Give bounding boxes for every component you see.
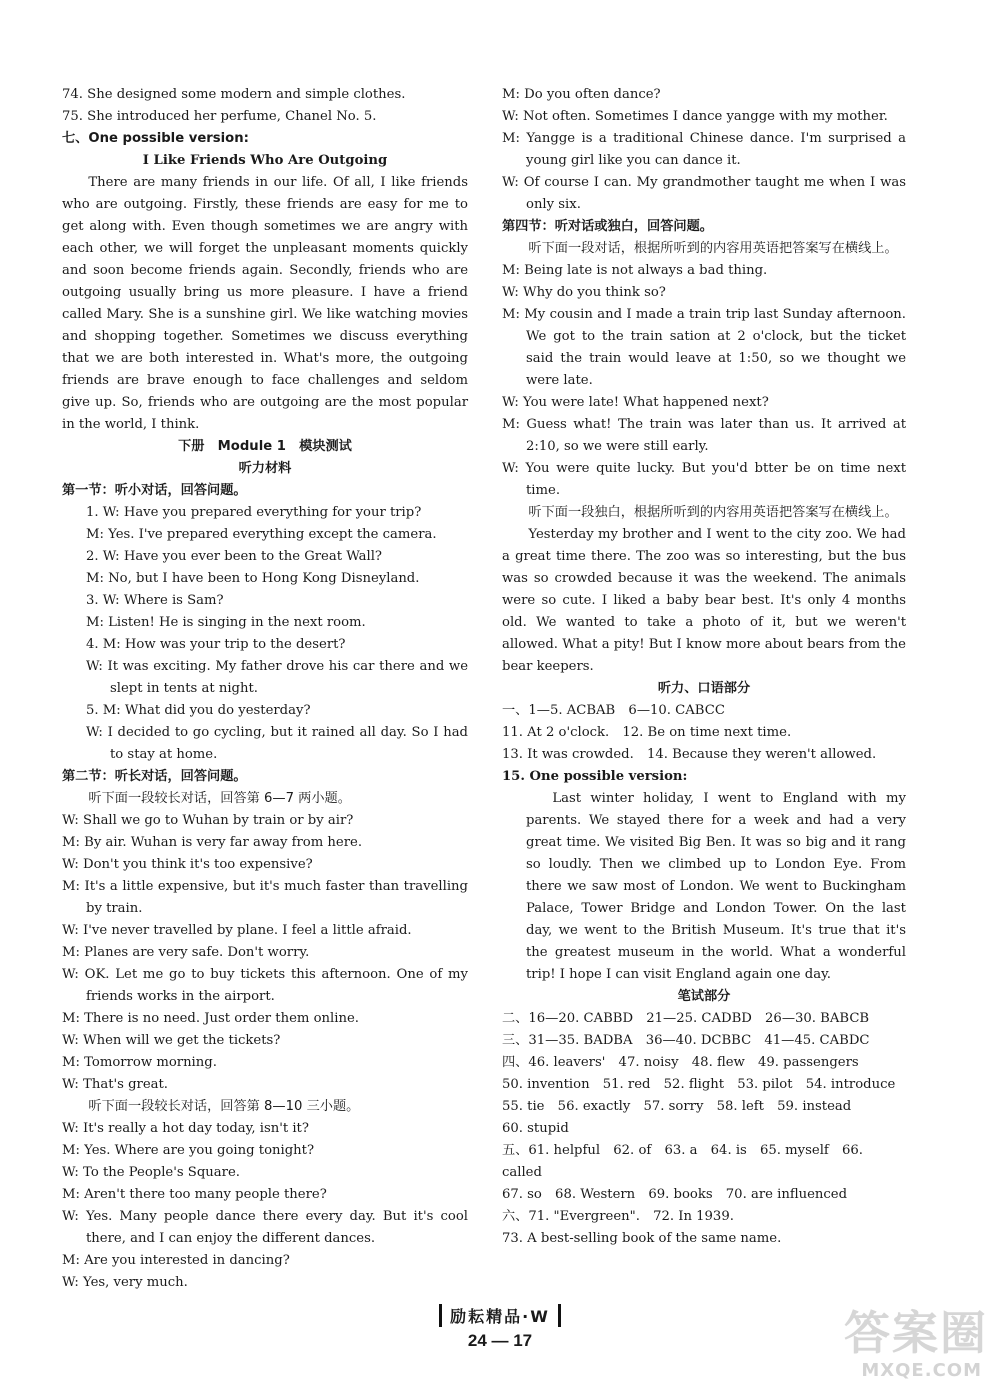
q2-line-b: M: No, but I have been to Hong Kong Disneyland. — [86, 571, 420, 586]
dialogue-line: M: Yes. Where are you going tonight? — [62, 1143, 315, 1158]
answers-11-12: 11. At 2 o'clock. 12. Be on time next time. — [502, 725, 792, 740]
dialogue-line: W: That's great. — [62, 1077, 168, 1092]
q4-line-b: W: It was exciting. My father drove his car there and we slept in tents at night. — [86, 659, 468, 696]
listening-material-title: 听力材料 — [238, 461, 292, 476]
part-1-heading: 第一节：听小对话，回答问题。 — [62, 483, 247, 498]
dialogue-6-7 — [62, 810, 468, 1096]
dialogue-continued — [502, 84, 906, 216]
dialogue-line: W: Shall we go to Wuhan by train or by air? — [62, 813, 354, 828]
answers-46-49: 四、46. leavers' 47. noisy 48. flew 49. passengers — [502, 1055, 859, 1070]
dialogue-8-10 — [62, 1118, 468, 1294]
answers-67-70: 67. so 68. Western 69. books 70. are influenced — [502, 1187, 848, 1202]
answers-55-59: 55. tie 56. exactly 57. sorry 58. left 59. instead — [502, 1099, 852, 1114]
instruction-dialogue: 听下面一段对话，根据所听到的内容用英语把答案写在横线上。 — [528, 241, 898, 256]
dialogue-line: M: Tomorrow morning. — [62, 1055, 217, 1070]
dialogue-line: W: Yes. Many people dance there every day. But it's cool there, and I can enjoy the different dances. — [62, 1209, 468, 1246]
part-2-heading: 第二节：听长对话，回答问题。 — [62, 769, 247, 784]
section-7-heading: 七、One possible version: — [62, 131, 249, 146]
dialogue-line: M: By air. Wuhan is very far away from here. — [62, 835, 363, 850]
q3-line-b: M: Listen! He is singing in the next room. — [86, 615, 366, 630]
answers-1-10: 一、1—5. ACBAB 6—10. CABCC — [502, 703, 725, 718]
brand-logo: 励耘精品·W — [439, 1304, 561, 1327]
dialogue-line: W: When will we get the tickets? — [62, 1033, 281, 1048]
answer-75: 75. She introduced her perfume, Chanel No. 5. — [62, 109, 377, 124]
watermark-main-text: 答案圈 — [844, 1306, 988, 1360]
q2-line-a: 2. W: Have you ever been to the Great Wall? — [86, 549, 382, 564]
answer-74: 74. She designed some modern and simple clothes. — [62, 87, 406, 102]
dialogue-line: W: Not often. Sometimes I dance yangge with my mother. — [502, 109, 888, 124]
right-column — [502, 84, 906, 1250]
dialogue-line: W: I've never travelled by plane. I feel a little afraid. — [62, 923, 412, 938]
dialogue-line: W: Why do you think so? — [502, 285, 666, 300]
answers-50-54: 50. invention 51. red 52. flight 53. pilot 54. introduce — [502, 1077, 896, 1092]
answer-15-heading: 15. One possible version: — [502, 769, 688, 784]
dialogue-line: M: There is no need. Just order them online. — [62, 1011, 359, 1026]
q4-line-a: 4. M: How was your trip to the desert? — [86, 637, 346, 652]
module-title: 下册 Module 1 模块测试 — [178, 439, 352, 454]
left-column — [62, 84, 468, 1294]
dialogue-line: M: My cousin and I made a train trip last Sunday afternoon. We got to the train sation at 2 o'clock, but the ticket said the train would leave at 1:50, so we thought we were late. — [502, 307, 906, 388]
answers-16-30: 二、16—20. CABBD 21—25. CADBD 26—30. BABCB — [502, 1011, 870, 1026]
q5-line-a: 5. M: What did you do yesterday? — [86, 703, 311, 718]
dialogue-line: M: Are you interested in dancing? — [62, 1253, 290, 1268]
dialogue-line: W: Don't you think it's too expensive? — [62, 857, 313, 872]
instruction-8-10: 听下面一段较长对话，回答第 8—10 三小题。 — [88, 1099, 360, 1114]
dialogue-line: W: It's really a hot day today, isn't it? — [62, 1121, 309, 1136]
dialogue-line: W: Yes, very much. — [62, 1275, 188, 1290]
q3-line-a: 3. W: Where is Sam? — [86, 593, 224, 608]
monologue: Yesterday my brother and I went to the city zoo. We had a great time there. The zoo was so interesting, but the bus was so crowded because it was the weekend. The animals were so cute. I liked a baby bear best. It's only 4 months old. We wanted to take a photo of it, but we weren't allowed. What a pity! But I know more about bears from the bear keepers. — [502, 527, 906, 674]
instruction-6-7: 听下面一段较长对话，回答第 6—7 两小题。 — [88, 791, 351, 806]
dialogue-line: M: Yangge is a traditional Chinese dance. I'm surprised a young girl like you can dance it. — [502, 131, 906, 168]
essay-title: I Like Friends Who Are Outgoing — [142, 153, 388, 168]
instruction-monologue: 听下面一段独白，根据所听到的内容用英语把答案写在横线上。 — [528, 505, 898, 520]
dialogue-line: M: It's a little expensive, but it's much faster than travelling by train. — [62, 879, 468, 916]
listening-oral-heading: 听力、口语部分 — [657, 681, 751, 696]
answers-71-72: 六、71. "Evergreen". 72. In 1939. — [502, 1209, 734, 1224]
dialogue-line: M: Aren't there too many people there? — [62, 1187, 327, 1202]
page-number: 24 — 17 — [467, 1331, 533, 1350]
dialogue-line: M: Do you often dance? — [502, 87, 661, 102]
answer-73: 73. A best-selling book of the same name. — [502, 1231, 782, 1246]
dialogue-line: W: To the People's Square. — [62, 1165, 240, 1180]
essay-england: Last winter holiday, I went to England with my parents. We stayed there for a week and had a very great time. We visited Big Ben. It was so big and it rang so loudly. Then we climbed up to London Eye. From there we saw most of London. We went to Buckingham Palace, Tower Bridge and London Tower. On the last day, we went to the British Museum. It's true that it's the greatest museum in the world. What a wonderful trip! I hope I can visit England again one day. — [526, 791, 906, 982]
dialogue-line: W: Of course I can. My grandmother taught me when I was only six. — [502, 175, 906, 212]
dialogue-line: W: OK. Let me go to buy tickets this afternoon. One of my friends works in the airport. — [62, 967, 468, 1004]
answers-31-45: 三、31—35. BADBA 36—40. DCBBC 41—45. CABDC — [502, 1033, 870, 1048]
watermark-url: MXQE.COM — [861, 1360, 982, 1381]
answer-60: 60. stupid — [502, 1121, 569, 1136]
written-part-heading: 笔试部分 — [677, 989, 731, 1004]
q5-line-b: W: I decided to go cycling, but it rained all day. So I had to stay at home. — [86, 725, 468, 762]
dialogue-line: M: Planes are very safe. Don't worry. — [62, 945, 310, 960]
dialogue-part-4 — [502, 260, 906, 502]
dialogue-line: W: You were late! What happened next? — [502, 395, 769, 410]
answers-61-66: 五、61. helpful 62. of 63. a 64. is 65. myself 66. called — [502, 1143, 863, 1180]
dialogue-line: M: Guess what! The train was later than us. It arrived at 2:10, so we were still early. — [502, 417, 906, 454]
dialogue-line: M: Being late is not always a bad thing. — [502, 263, 768, 278]
q1-line-a: 1. W: Have you prepared everything for your trip? — [86, 505, 422, 520]
q1-line-b: M: Yes. I've prepared everything except the camera. — [86, 527, 437, 542]
watermark — [818, 1297, 988, 1387]
dialogue-line: W: You were quite lucky. But you'd btter be on time next time. — [502, 461, 906, 498]
essay-body: There are many friends in our life. Of all, I like friends who are outgoing. Firstly, these friends are easy for me to get along with. Even though sometimes we are angry with each other, we will forget the unpleasant moments quickly and soon become friends again. Secondly, friends who are outgoing usually bring us more pleasure. I have a friend called Mary. She is a sunshine girl. We like watching movies and shopping together. Sometimes we discuss everything that we are both interested in. What's more, the outgoing friends are brave enough to face challenges and seldom give up. So, friends who are outgoing are the most popular in the world, I think. — [62, 175, 468, 432]
answers-13-14: 13. It was crowded. 14. Because they weren't allowed. — [502, 747, 877, 762]
part-4-heading: 第四节：听对话或独白，回答问题。 — [502, 219, 713, 234]
